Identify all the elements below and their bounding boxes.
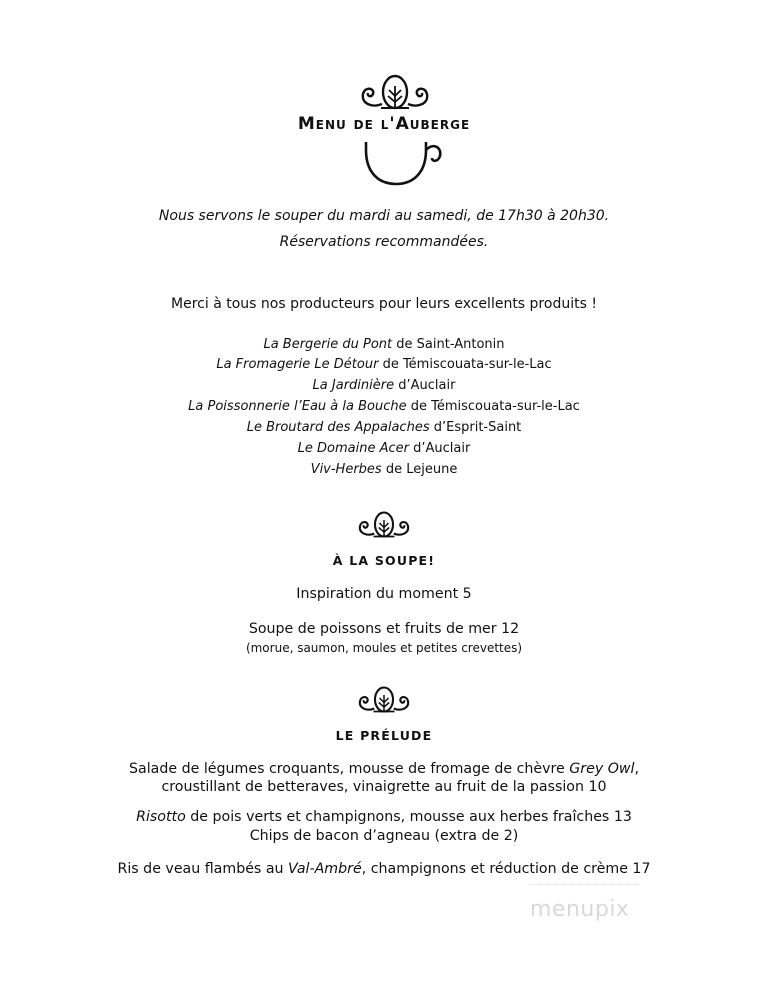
- watermark-divider: [530, 884, 640, 885]
- leaf-ornament-icon: [354, 511, 414, 541]
- reservation-text: Réservations recommandées.: [279, 234, 489, 250]
- menu-item: Salade de légumes croquants, mousse de fromage de chèvre Grey Owl,: [129, 761, 639, 777]
- producer-item: La Poissonnerie l’Eau à la Bouche de Témiscouata-sur-le-Lac: [188, 399, 580, 414]
- producer-item: La Bergerie du Pont de Saint-Antonin: [263, 337, 505, 352]
- section-heading-soupe: À LA SOUPE!: [332, 553, 436, 568]
- menu-item-line2: Chips de bacon d’agneau (extra de 2): [249, 828, 519, 844]
- leaf-ornament-icon: [355, 74, 435, 114]
- producer-item: La Fromagerie Le Détour de Témiscouata-sur-le-Lac: [216, 357, 552, 372]
- producer-item: Le Broutard des Appalaches d’Esprit-Saint: [246, 420, 522, 435]
- producer-item: La Jardinière d’Auclair: [312, 378, 456, 393]
- producer-item: Le Domaine Acer d’Auclair: [297, 441, 471, 456]
- hours-text: Nous servons le souper du mardi au samedi, de 17h30 à 20h30.: [158, 208, 610, 224]
- thanks-text: Merci à tous nos producteurs pour leurs excellents produits !: [171, 296, 597, 312]
- watermark: menupix: [530, 897, 630, 922]
- teacup-icon: [362, 138, 452, 188]
- menu-item: Inspiration du moment 5: [296, 586, 472, 602]
- menu-item-line2: croustillant de betteraves, vinaigrette au fruit de la passion 10: [161, 779, 607, 795]
- section-heading-prelude: LE PRÉLUDE: [335, 728, 433, 743]
- menu-item-note: (morue, saumon, moules et petites crevettes): [245, 641, 523, 655]
- leaf-ornament-icon: [354, 686, 414, 716]
- menu-item: Risotto de pois verts et champignons, mousse aux herbes fraîches 13: [136, 809, 632, 825]
- menu-item: Soupe de poissons et fruits de mer 12: [248, 621, 520, 637]
- page-title: Menu de l'Auberge: [297, 114, 471, 134]
- producer-item: Viv-Herbes de Lejeune: [310, 462, 458, 477]
- section-ornament: [0, 686, 768, 716]
- menu-item: Ris de veau flambés au Val-Ambré, champignons et réduction de crème 17: [117, 861, 651, 877]
- section-ornament: [0, 511, 768, 541]
